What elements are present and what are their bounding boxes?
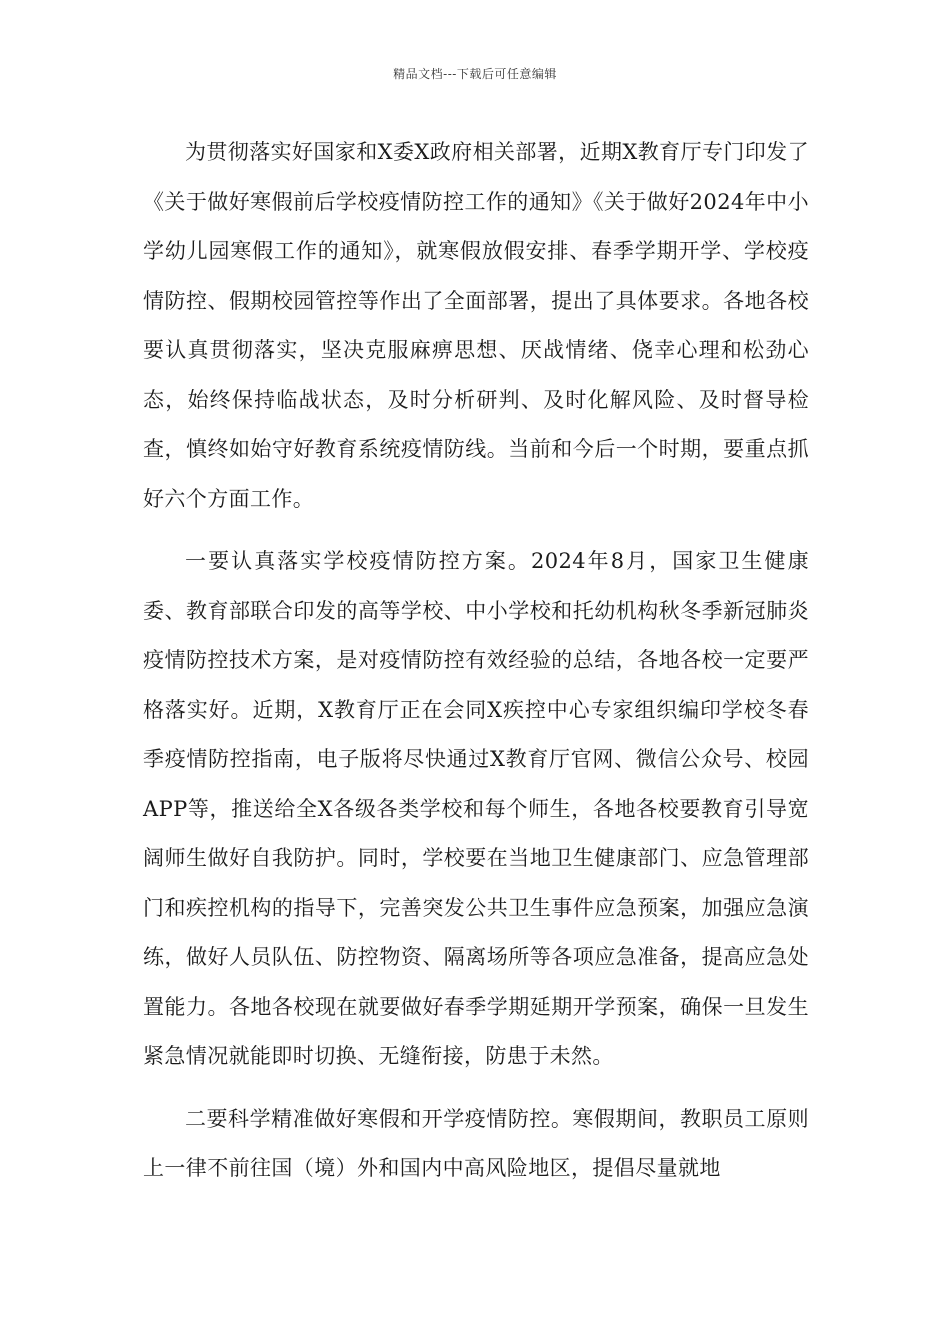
page-header: 精品文档---下载后可任意编辑: [393, 67, 557, 81]
paragraph-point-two: 二要科学精准做好寒假和开学疫情防控。寒假期间，教职员工原则上一律不前往国（境）外和国内中高风险地区，提倡尽量就地: [143, 1106, 809, 1180]
document-body: [143, 128, 809, 1207]
paragraph-point-one: 一要认真落实学校疫情防控方案。2024年8月，国家卫生健康委、教育部联合印发的高等学校、中小学校和托幼机构秋冬季新冠肺炎疫情防控技术方案，是对疫情防控有效经验的总结，各地各校一定要严格落实好。近期，X教育厅正在会同X疾控中心专家组织编印学校冬春季疫情防控指南，电子版将尽快通过X教育厅官网、微信公众号、校园APP等，推送给全X各级各类学校和每个师生，各地各校要教育引导宽阔师生做好自我防护。同时，学校要在当地卫生健康部门、应急管理部门和疾控机构的指导下，完善突发公共卫生事件应急预案，加强应急演练，做好人员队伍、防控物资、隔离场所等各项应急准备，提高应急处置能力。各地各校现在就要做好春季学期延期开学预案，确保一旦发生紧急情况就能即时切换、无缝衔接，防患于未然。: [143, 549, 809, 1068]
paragraph-intro: 为贯彻落实好国家和X委X政府相关部署，近期X教育厅专门印发了《关于做好寒假前后学校疫情防控工作的通知》《关于做好2024年中小学幼儿园寒假工作的通知》，就寒假放假安排、春季学期开学、学校疫情防控、假期校园管控等作出了全面部署，提出了具体要求。各地各校要认真贯彻落实，坚决克服麻痹思想、厌战情绪、侥幸心理和松劲心态，始终保持临战状态，及时分析研判、及时化解风险、及时督导检查，慎终如始守好教育系统疫情防线。当前和今后一个时期，要重点抓好六个方面工作。: [143, 140, 809, 511]
